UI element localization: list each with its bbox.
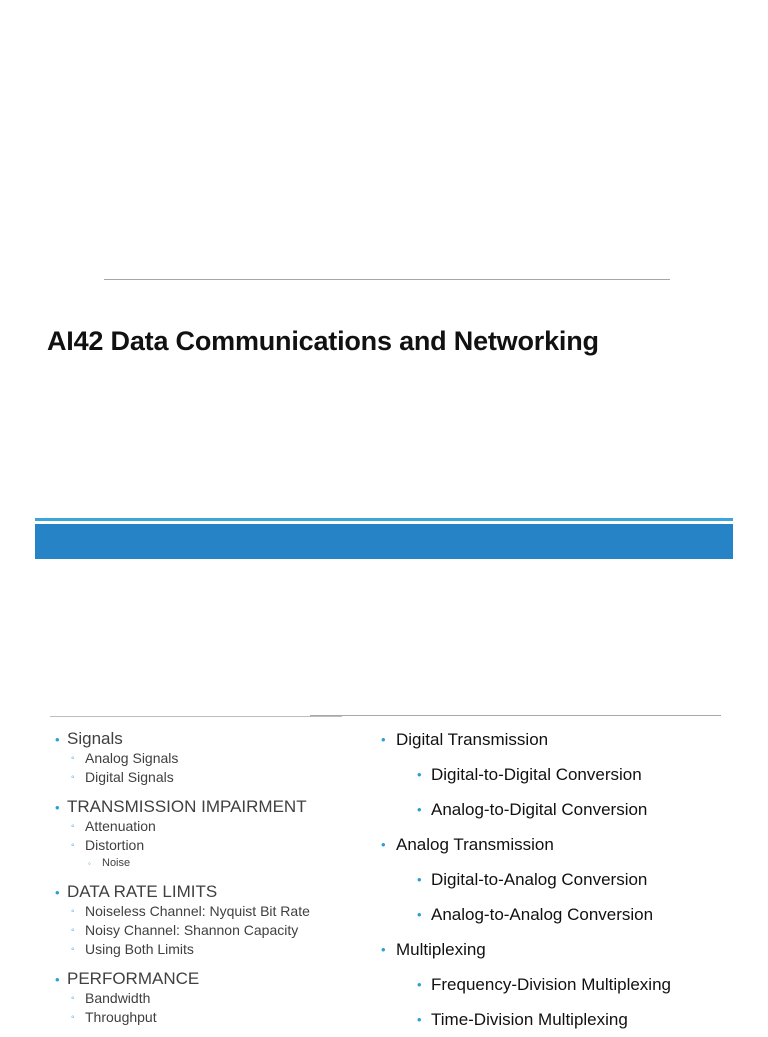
- list-subitem-label: Using Both Limits: [85, 941, 194, 957]
- list-item-label: DATA RATE LIMITS: [67, 882, 218, 901]
- sub-bullet-icon: ◦: [71, 840, 75, 851]
- list-subitem: [71, 902, 365, 921]
- bullet-icon: •: [417, 872, 422, 887]
- list-subitem: [71, 836, 365, 855]
- list-item: [55, 796, 365, 817]
- topics-left-column: [55, 728, 365, 1027]
- topics-right-column: [381, 722, 761, 1037]
- list-item-label: Signals: [67, 729, 123, 748]
- list-subitem: [417, 792, 761, 827]
- content-divider-left: [50, 716, 342, 717]
- list-subsubitem: [88, 855, 365, 872]
- bullet-icon: •: [381, 942, 386, 957]
- sub-bullet-icon: ◦: [71, 906, 75, 917]
- sub-bullet-icon: ◦: [71, 821, 75, 832]
- list-item: [55, 728, 365, 749]
- list-subitem-label: Digital-to-Digital Conversion: [431, 765, 642, 784]
- list-item-label: PERFORMANCE: [67, 969, 200, 988]
- sub-bullet-icon: ◦: [71, 993, 75, 1004]
- title-divider: [104, 279, 670, 280]
- list-subitem-label: Distortion: [85, 837, 145, 853]
- sub-bullet-icon: ◦: [71, 925, 75, 936]
- list-subitem: [71, 768, 365, 787]
- list-item: [55, 881, 365, 902]
- banner-accent-line: [35, 518, 733, 521]
- list-subitem-label: Digital-to-Analog Conversion: [431, 870, 648, 889]
- list-subitem: [417, 1002, 761, 1037]
- sub-bullet-icon: ◦: [71, 753, 75, 764]
- slide-title: AI42 Data Communications and Networking: [47, 326, 599, 356]
- sub-bullet-icon: ◦: [71, 772, 75, 783]
- list-subitem: [417, 862, 761, 897]
- list-subitem-label: Digital Signals: [85, 769, 174, 785]
- list-subitem: [71, 749, 365, 768]
- list-subitem-label: Attenuation: [85, 818, 156, 834]
- list-subitem: [71, 921, 365, 940]
- bullet-icon: •: [417, 977, 422, 992]
- sub-bullet-icon: ◦: [88, 859, 91, 868]
- list-item-label: Analog Transmission: [396, 835, 554, 854]
- list-subitem: [71, 817, 365, 836]
- list-item-label: Digital Transmission: [396, 730, 549, 749]
- list-subitem: [71, 989, 365, 1008]
- list-subitem: [71, 940, 365, 959]
- list-subitem: [417, 757, 761, 792]
- slide-banner: [35, 518, 733, 559]
- list-subitem-label: Noiseless Channel: Nyquist Bit Rate: [85, 903, 310, 919]
- bullet-icon: •: [381, 837, 386, 852]
- bullet-icon: •: [417, 802, 422, 817]
- bullet-icon: •: [55, 885, 60, 900]
- list-subitem: [417, 897, 761, 932]
- list-subitem-label: Throughput: [85, 1009, 157, 1025]
- bullet-icon: •: [417, 907, 422, 922]
- list-subitem-label: Frequency-Division Multiplexing: [431, 975, 671, 994]
- list-subsubitem-label: Noise: [102, 857, 131, 869]
- bullet-icon: •: [55, 800, 60, 815]
- list-item-label: TRANSMISSION IMPAIRMENT: [67, 797, 307, 816]
- bullet-icon: •: [55, 972, 60, 987]
- list-item: [381, 722, 761, 757]
- sub-bullet-icon: ◦: [71, 944, 75, 955]
- list-item: [381, 827, 761, 862]
- list-subitem-label: Bandwidth: [85, 990, 151, 1006]
- bullet-icon: •: [417, 767, 422, 782]
- sub-bullet-icon: ◦: [71, 1012, 75, 1023]
- list-subitem: [417, 967, 761, 1002]
- list-item-label: Multiplexing: [396, 940, 486, 959]
- content-divider-right: [310, 715, 721, 716]
- list-item: [381, 932, 761, 967]
- bullet-icon: •: [55, 732, 60, 747]
- bullet-icon: •: [381, 732, 386, 747]
- list-item: [55, 968, 365, 989]
- list-subitem-label: Analog Signals: [85, 750, 179, 766]
- list-subitem-label: Analog-to-Analog Conversion: [431, 905, 654, 924]
- banner-bar: [35, 524, 733, 559]
- list-subitem: [71, 1008, 365, 1027]
- list-subitem-label: Time-Division Multiplexing: [431, 1010, 628, 1029]
- list-subitem-label: Analog-to-Digital Conversion: [431, 800, 648, 819]
- bullet-icon: •: [417, 1012, 422, 1027]
- list-subitem-label: Noisy Channel: Shannon Capacity: [85, 922, 299, 938]
